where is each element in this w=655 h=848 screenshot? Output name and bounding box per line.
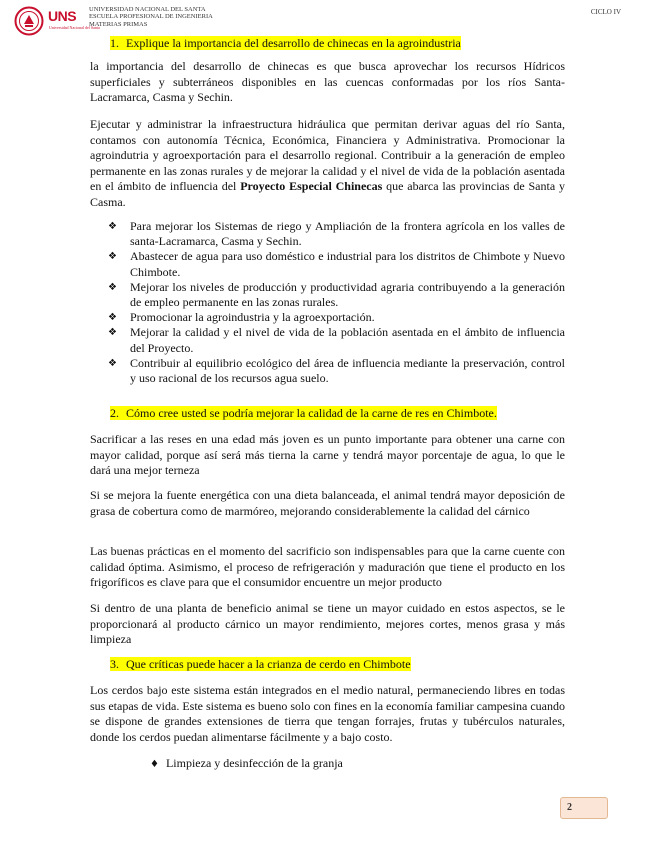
bullet-list (108, 219, 565, 386)
diamond-bullet-icon: ❖ (108, 281, 117, 293)
paragraph-text: que abarca las provincias de Santa y Casma. (90, 179, 565, 209)
project-name: Proyecto Especial Chinecas (240, 179, 383, 193)
university-seal-icon (14, 6, 44, 36)
section-title: Que críticas puede hacer a la crianza de cerdo en Chimbote (126, 657, 411, 671)
diamond-bullet-icon: ♦ (150, 759, 159, 770)
paragraph: Si se mejora la fuente energética con una dieta balanceada, el animal tendrá mayor deposición de grasa de cobertura como de marmóreo, mejorando considerablemente la calidad del cárnico (90, 488, 565, 518)
page-number: 2 (567, 802, 572, 813)
paragraph: Sacrificar a las reses en una edad más joven es un punto importante para obtener una carne con mayor calidad, porque así será más tierna la carne y tendrá mayor porcentaje de agua, lo que le dará una mejor terneza (90, 432, 565, 477)
list-item (108, 310, 565, 325)
paragraph: Los cerdos bajo este sistema están integrados en el medio natural, permaneciendo libres en todas sus etapas de vida. Este sistema es bueno solo con fines en la economía familiar campesina cuando se dispone de grandes extensiones de tierra que tengan forrajes, frutas y tubérculos naturales, donde los cerdos puedan alimentarse fácilmente y a bajo costo. (90, 683, 565, 744)
logo-text: UNS (48, 8, 77, 24)
list-item (108, 219, 565, 249)
diamond-bullet-icon: ❖ (108, 327, 117, 339)
list-item (108, 356, 565, 386)
logo-subtitle: Universidad Nacional del Santa (49, 25, 100, 30)
section-3-heading (110, 657, 411, 671)
list-item (108, 325, 565, 355)
list-item-text: Promocionar la agroindustria y la agroexportación. (130, 310, 375, 325)
section-title: Explique la importancia del desarrollo de chinecas en la agroindustria (126, 36, 461, 50)
paragraph-text: Ejecutar y administrar la infraestructura hidráulica que permitan derivar aguas del río Santa, contamos con autonomía Técnica, Económica, Financiera y Administrativa. Promocionar la agroindutria y agroexportación para el desarrollo regional. Contribuir a la generación de empleo permanente en las zonas rurales y de mejorar la calidad y el nivel de vida de la población asentada en el ámbito de influencia del (90, 117, 565, 193)
institution-line: ESCUELA PROFESIONAL DE INGENIERIA (89, 13, 213, 21)
section-1-heading (110, 36, 461, 50)
list-item-text: Mejorar los niveles de producción y productividad agraria contribuyendo a la generación de empleo permanente en las zonas rurales. (130, 279, 565, 310)
paragraph: Si dentro de una planta de beneficio animal se tiene un mayor cuidado en estos aspectos, se le proporcionará al producto cárnico un mayor rendimiento, mejores cortes, menos grasa y más limpieza (90, 601, 565, 646)
section-number: 3. (110, 657, 119, 671)
paragraph: la importancia del desarrollo de chinecas es que busca aprovechar los recursos Hídricos superficiales y subterráneos disponibles en las cuencas conformadas por los ríos Santa-Lacramarca, Casma y Sechin. (90, 59, 565, 104)
diamond-bullet-icon: ❖ (108, 221, 117, 232)
institution-line: MATERIAS PRIMAS (89, 20, 148, 28)
institution-line: UNIVERSIDAD NACIONAL DEL SANTA (89, 6, 206, 13)
page-number-box (560, 797, 608, 819)
diamond-bullet-icon: ❖ (108, 312, 117, 324)
list-item-text: Para mejorar los Sistemas de riego y Ampliación de la frontera agrícola en los valles de santa-Lacramarca, Casma y Sechin. (130, 219, 565, 249)
list-item (150, 756, 343, 772)
list-item-text: Abastecer de agua para uso doméstico e industrial para los distritos de Chimbote y Nuevo Chimbote. (130, 249, 565, 279)
list-item-text: Mejorar la calidad y el nivel de vida de la población asentada en el ámbito de influencia del Proyecto. (130, 325, 565, 355)
list-item-text: Contribuir al equilibrio ecológico del área de influencia mediante la preservación, control y uso racional de los recursos agua suelo. (130, 355, 565, 386)
list-item (108, 280, 565, 310)
institution-block (89, 6, 213, 28)
cycle-label: CICLO IV (590, 8, 621, 16)
diamond-bullet-icon: ❖ (108, 251, 117, 263)
section-number: 1. (110, 36, 119, 50)
section-number: 2. (110, 406, 119, 420)
paragraph (90, 117, 565, 210)
section-2-heading (110, 406, 497, 420)
list-item (108, 249, 565, 279)
diamond-bullet-icon: ❖ (108, 357, 117, 369)
section-title: Cómo cree usted se podría mejorar la calidad de la carne de res en Chimbote. (126, 406, 497, 420)
page-header (14, 6, 641, 36)
paragraph: Las buenas prácticas en el momento del sacrificio son indispensables para que la carne cuente con calidad óptima. Asimismo, el proceso de refrigeración y maduración que tiene el producto en los frigoríficos es clave para que el consumidor encuentre un mejor producto (90, 544, 565, 589)
list-item-text: Limpieza y desinfección de la granja (165, 756, 343, 770)
